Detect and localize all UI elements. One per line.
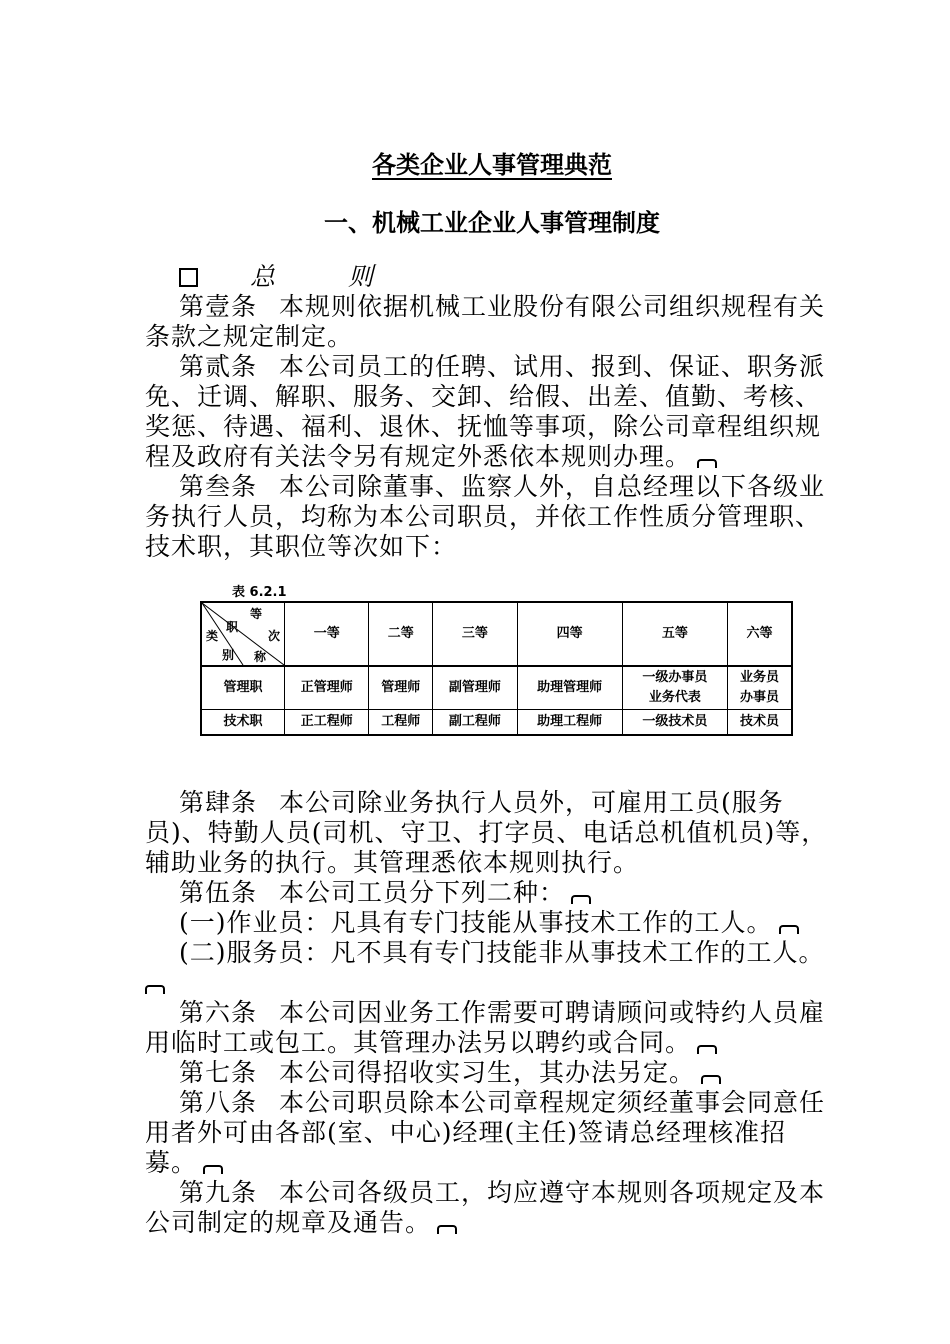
grade-header: 五等 — [622, 602, 727, 666]
table-cell: 助理管理师 — [517, 666, 622, 710]
table-corner-cell — [201, 602, 285, 666]
table-cell: 助理工程师 — [517, 710, 622, 736]
articles-part-1 — [145, 262, 830, 562]
article-1 — [145, 292, 830, 352]
article-7 — [145, 1058, 830, 1088]
article-6-label: 第六条 — [179, 998, 258, 1027]
paragraph-mark-line — [145, 968, 830, 998]
heading-word-1: 总 — [250, 262, 277, 291]
item-1-text: (一)作业员：凡具有专门技能从事技术工作的工人。 — [179, 908, 773, 937]
paragraph-mark-icon — [145, 985, 165, 994]
paragraph-mark-icon — [203, 1165, 223, 1174]
table-row — [201, 710, 792, 736]
article-8-label: 第八条 — [179, 1088, 258, 1117]
article-6 — [145, 998, 830, 1058]
category-cell: 技术职 — [201, 710, 285, 736]
paragraph-mark-icon — [701, 1075, 721, 1084]
table-cell: 一级办事员 业务代表 — [622, 666, 727, 710]
article-3-text: 本公司除董事、监察人外，自总经理以下各级业务执行人员，均称为本公司职员，并依工作性质分管理职、技术职，其职位等次如下： — [145, 472, 826, 561]
article-7-label: 第七条 — [179, 1058, 258, 1087]
article-5-text: 本公司工员分下列二种： — [279, 878, 566, 907]
grade-header: 六等 — [727, 602, 792, 666]
table-caption: 表 6.2.1 — [232, 585, 287, 600]
paragraph-mark-icon — [571, 895, 591, 904]
article-9 — [145, 1178, 830, 1238]
grade-header: 二等 — [369, 602, 433, 666]
table-cell: 技术员 — [727, 710, 792, 736]
article-8-text: 本公司职员除本公司章程规定须经董事会同意任用者外可由各部(室、中心)经理(主任)签请总经理核准招募。 — [145, 1088, 826, 1177]
table-cell: 副管理师 — [433, 666, 517, 710]
article-5-item-1 — [145, 908, 830, 938]
articles-part-2 — [145, 788, 830, 1238]
heading-word-2: 则 — [348, 262, 375, 291]
chapter-heading — [145, 262, 830, 292]
article-5-item-2 — [145, 938, 830, 968]
article-3 — [145, 472, 830, 562]
table-cell: 管理师 — [369, 666, 433, 710]
table-cell: 一级技术员 — [622, 710, 727, 736]
table-cell: 正管理师 — [285, 666, 369, 710]
table-cell: 业务员 办事员 — [727, 666, 792, 710]
corner-job: 职 — [226, 620, 239, 634]
corner-top-right: 等 — [250, 607, 263, 621]
grade-header: 一等 — [285, 602, 369, 666]
paragraph-mark-icon — [437, 1225, 457, 1234]
table-row — [201, 666, 792, 710]
table-cell: 正工程师 — [285, 710, 369, 736]
checkbox-square-icon — [179, 268, 198, 287]
section-title: 一、机械工业企业人事管理制度 — [324, 209, 660, 237]
article-7-text: 本公司得招收实习生，其办法另定。 — [279, 1058, 696, 1087]
category-cell: 管理职 — [201, 666, 285, 710]
paragraph-mark-icon — [697, 1045, 717, 1054]
article-3-label: 第叁条 — [179, 472, 258, 501]
document-title: 各类企业人事管理典范 — [372, 151, 612, 179]
article-4-text: 本公司除业务执行人员外，可雇用工员(服务员)、特勤人员(司机、守卫、打字员、电话总机值机员)等，辅助业务的执行。其管理悉依本规则执行。 — [145, 788, 828, 877]
grade-header: 三等 — [433, 602, 517, 666]
article-2-label: 第贰条 — [179, 352, 258, 381]
article-2-text: 本公司员工的任聘、试用、报到、保证、职务派免、迁调、解职、服务、交卸、给假、出差、值勤、考核、奖惩、待遇、福利、退休、抚恤等事项，除公司章程组织规程及政府有关法令另有规定外悉依本规则办理。 — [145, 352, 826, 471]
grade-header: 四等 — [517, 602, 622, 666]
article-4 — [145, 788, 830, 878]
corner-grade: 次 — [268, 629, 281, 643]
article-5-label: 第伍条 — [179, 878, 258, 907]
article-9-label: 第九条 — [179, 1178, 258, 1207]
article-6-text: 本公司因业务工作需要可聘请顾问或特约人员雇用临时工或包工。其管理办法另以聘约或合同。 — [145, 998, 826, 1057]
article-2 — [145, 352, 830, 472]
corner-title: 称 — [254, 650, 267, 664]
corner-left: 类 — [206, 629, 219, 643]
article-5 — [145, 878, 830, 908]
item-2-text: (二)服务员：凡不具有专门技能非从事技术工作的工人。 — [179, 938, 825, 967]
table-cell: 工程师 — [369, 710, 433, 736]
article-9-text: 本公司各级员工，均应遵守本规则各项规定及本公司制定的规章及通告。 — [145, 1178, 826, 1237]
article-8 — [145, 1088, 830, 1178]
table-cell: 副工程师 — [433, 710, 517, 736]
article-1-label: 第壹条 — [179, 292, 258, 321]
paragraph-mark-icon — [697, 459, 717, 468]
job-grade-table — [200, 601, 793, 736]
corner-bottom-left: 别 — [222, 648, 235, 662]
article-1-text: 本规则依据机械工业股份有限公司组织规程有关条款之规定制定。 — [145, 292, 826, 351]
article-4-label: 第肆条 — [179, 788, 258, 817]
paragraph-mark-icon — [779, 925, 799, 934]
